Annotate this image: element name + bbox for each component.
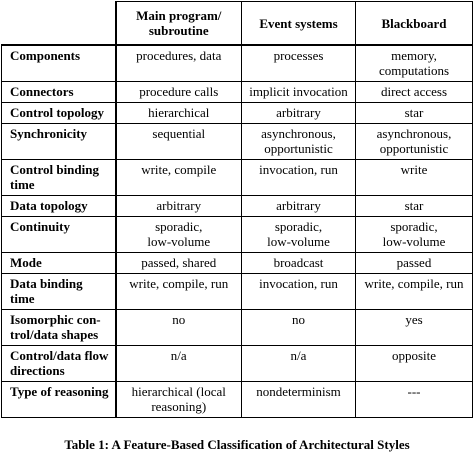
- table-row: [2, 217, 473, 253]
- row-header-cell: [2, 310, 116, 346]
- cell-text-line: arbitrary: [156, 198, 202, 213]
- row-header-cell: Mode: [2, 253, 116, 274]
- table-row: [2, 160, 473, 196]
- table-row: [2, 253, 473, 274]
- feature-classification-table: [1, 1, 473, 418]
- cell-text-line: write: [400, 162, 428, 177]
- column-header-blackboard: Blackboard: [356, 2, 473, 46]
- cell-text-line: yes: [405, 312, 423, 327]
- cell-text-line: computations: [378, 63, 450, 78]
- row-header-cell: Connectors: [2, 82, 116, 103]
- cell-text-line: sequential: [152, 126, 206, 141]
- cell-text-line: low-volume: [147, 234, 211, 249]
- cell-main: [116, 382, 242, 418]
- cell-text-line: procedures, data: [136, 48, 222, 63]
- cell-main: [116, 45, 242, 82]
- cell-main: [116, 217, 242, 253]
- row-header-cell: Control topology: [2, 103, 116, 124]
- cell-text-line: sporadic,: [390, 219, 438, 234]
- table-header-row: [2, 2, 473, 46]
- cell-text-line: nondeterminism: [256, 384, 341, 399]
- table-row: [2, 124, 473, 160]
- table-row: [2, 82, 473, 103]
- cell-text-line: invocation, run: [259, 276, 338, 291]
- row-header-cell: [2, 346, 116, 382]
- cell-text-line: reasoning): [151, 399, 207, 414]
- cell-event: [242, 103, 356, 124]
- cell-main: [116, 82, 242, 103]
- cell-text-line: star: [404, 198, 424, 213]
- cell-text-line: opposite: [391, 348, 437, 363]
- row-header-line: time: [10, 177, 35, 192]
- table-row: [2, 310, 473, 346]
- cell-event: [242, 82, 356, 103]
- cell-text-line: arbitrary: [276, 105, 321, 120]
- cell-text-line: write, compile, run: [364, 276, 464, 291]
- cell-text-line: asynchronous,: [261, 126, 336, 141]
- cell-event: [242, 310, 356, 346]
- cell-main: [116, 124, 242, 160]
- table-body: [2, 45, 473, 418]
- cell-event: [242, 160, 356, 196]
- cell-text-line: implicit invocation: [249, 84, 348, 99]
- column-header-event-systems: Event systems: [242, 2, 356, 46]
- cell-blackboard: [356, 274, 473, 310]
- cell-blackboard: [356, 45, 473, 82]
- cell-event: [242, 253, 356, 274]
- row-header-line: directions: [10, 363, 65, 378]
- cell-main: [116, 196, 242, 217]
- cell-text-line: asynchronous,: [376, 126, 452, 141]
- cell-event: [242, 274, 356, 310]
- row-header-cell: [2, 160, 116, 196]
- cell-main: [116, 253, 242, 274]
- cell-main: [116, 274, 242, 310]
- cell-event: [242, 346, 356, 382]
- cell-text-line: direct access: [380, 84, 448, 99]
- cell-blackboard: [356, 382, 473, 418]
- cell-text-line: low-volume: [382, 234, 446, 249]
- row-header-cell: Data binding time: [2, 274, 116, 310]
- cell-text-line: passed: [396, 255, 432, 270]
- cell-text-line: hierarchical: [148, 105, 210, 120]
- cell-text-line: low-volume: [267, 234, 330, 249]
- cell-blackboard: [356, 82, 473, 103]
- cell-text-line: n/a: [290, 348, 307, 363]
- cell-text-line: arbitrary: [276, 198, 321, 213]
- cell-main: [116, 160, 242, 196]
- cell-blackboard: [356, 253, 473, 274]
- table-row: [2, 45, 473, 82]
- cell-blackboard: [356, 346, 473, 382]
- cell-text-line: processes: [273, 48, 324, 63]
- cell-main: [116, 103, 242, 124]
- cell-blackboard: [356, 160, 473, 196]
- cell-text-line: n/a: [170, 348, 187, 363]
- table-row: [2, 103, 473, 124]
- cell-text-line: sporadic,: [155, 219, 203, 234]
- cell-blackboard: [356, 196, 473, 217]
- cell-text-line: invocation, run: [259, 162, 338, 177]
- cell-text-line: no: [292, 312, 305, 327]
- column-header-main-program: [116, 2, 242, 46]
- row-header-line: Control/data flow: [10, 348, 109, 363]
- cell-event: [242, 217, 356, 253]
- cell-text-line: write, compile: [141, 162, 217, 177]
- cell-blackboard: [356, 103, 473, 124]
- cell-event: [242, 45, 356, 82]
- cell-blackboard: [356, 310, 473, 346]
- row-header-cell: Synchronicity: [2, 124, 116, 160]
- table-row: [2, 196, 473, 217]
- cell-text-line: passed, shared: [141, 255, 217, 270]
- cell-text-line: opportunistic: [379, 141, 449, 156]
- header-corner-cell: [2, 2, 116, 46]
- row-header-cell: Continuity: [2, 217, 116, 253]
- cell-text-line: memory,: [391, 48, 437, 63]
- table-row: [2, 346, 473, 382]
- cell-text-line: no: [172, 312, 186, 327]
- cell-text-line: procedure calls: [139, 84, 219, 99]
- cell-text-line: opportunistic: [264, 141, 333, 156]
- row-header-cell: Data topology: [2, 196, 116, 217]
- cell-event: [242, 196, 356, 217]
- table-row: [2, 274, 473, 310]
- cell-main: [116, 310, 242, 346]
- table-caption: Table 1: A Feature-Based Classification of Architectural Styles: [64, 437, 410, 452]
- cell-text-line: write, compile, run: [129, 276, 229, 291]
- cell-text-line: star: [404, 105, 424, 120]
- cell-text-line: broadcast: [273, 255, 324, 270]
- row-header-line: Control binding: [10, 162, 99, 177]
- row-header-line: trol/data shapes: [10, 327, 99, 342]
- row-header-cell: Components: [2, 45, 116, 82]
- cell-text-line: sporadic,: [274, 219, 323, 234]
- cell-text-line: ---: [407, 384, 421, 399]
- table-row: [2, 382, 473, 418]
- column-header-line: Main program/: [136, 8, 222, 23]
- cell-blackboard: [356, 217, 473, 253]
- row-header-cell: Type of reasoning: [2, 382, 116, 418]
- column-header-line: subroutine: [148, 23, 209, 38]
- cell-blackboard: [356, 124, 473, 160]
- cell-event: [242, 382, 356, 418]
- cell-event: [242, 124, 356, 160]
- cell-text-line: hierarchical (local: [131, 384, 226, 399]
- row-header-line: Isomorphic con-: [10, 312, 101, 327]
- cell-main: [116, 346, 242, 382]
